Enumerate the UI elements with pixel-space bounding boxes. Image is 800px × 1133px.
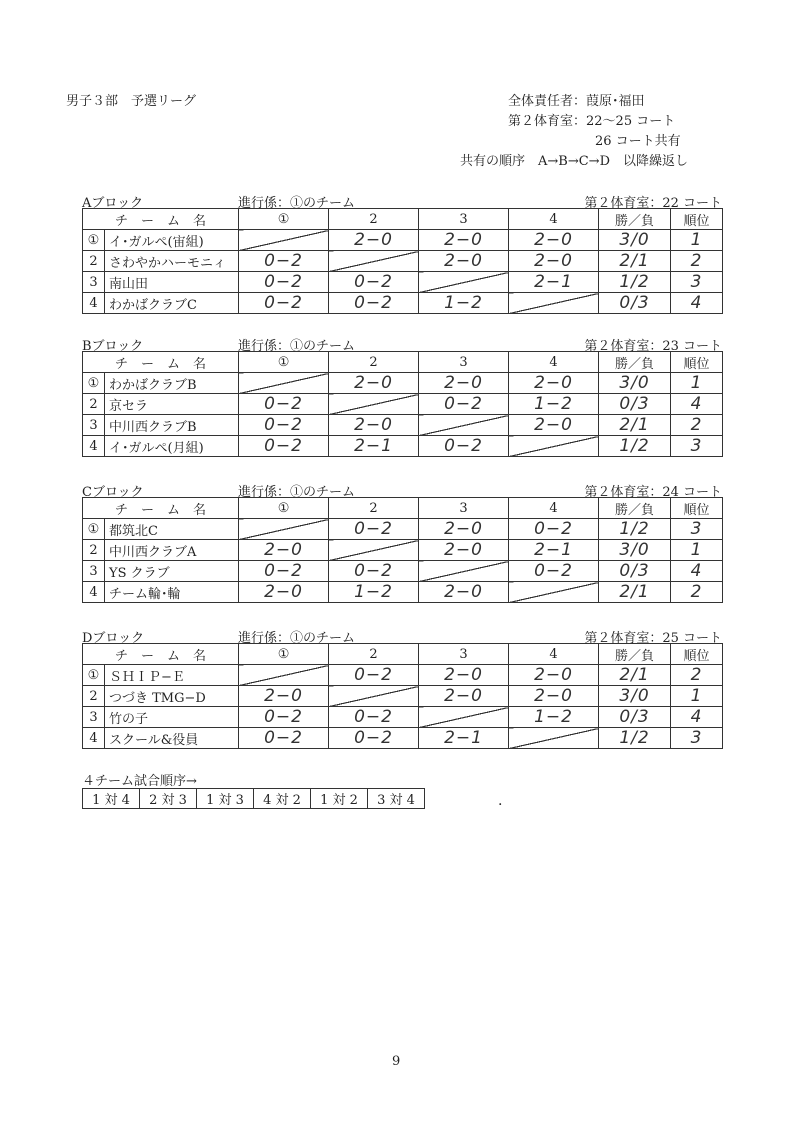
team-name: 竹の子 xyxy=(105,707,239,728)
score-cell: 2−0 xyxy=(419,251,509,272)
team-number: 2 xyxy=(83,394,105,415)
col-3: 3 xyxy=(419,644,509,665)
match-order-item: 4 対 2 xyxy=(254,789,311,809)
score-cell: 2−0 xyxy=(239,540,329,561)
col-1: ① xyxy=(239,498,329,519)
block-progress: 進行係：①のチーム xyxy=(238,196,356,211)
win-loss-cell: 1/2 xyxy=(599,272,671,293)
score-cell xyxy=(419,707,509,728)
rank-cell: 2 xyxy=(671,415,723,436)
match-order-item: 1 対 3 xyxy=(197,789,254,809)
rank-cell: 1 xyxy=(671,686,723,707)
table-row xyxy=(83,582,723,603)
score-cell: 1−2 xyxy=(509,394,599,415)
table-row xyxy=(83,251,723,272)
col-1: ① xyxy=(239,644,329,665)
team-name: 中川西クラブB xyxy=(105,415,239,436)
team-name: イ･ガルペ(月組) xyxy=(105,436,239,457)
score-cell: 0−2 xyxy=(239,272,329,293)
league-table xyxy=(82,497,723,603)
score-cell: 2−1 xyxy=(509,272,599,293)
col-2: 2 xyxy=(329,498,419,519)
shared-court: 26 コート共有 xyxy=(595,134,681,149)
score-cell: 0−2 xyxy=(239,707,329,728)
score-cell: 2−1 xyxy=(329,436,419,457)
team-name: 南山田 xyxy=(105,272,239,293)
table-row xyxy=(83,293,723,314)
rank-cell: 4 xyxy=(671,394,723,415)
score-cell xyxy=(329,394,419,415)
score-cell xyxy=(239,519,329,540)
score-cell: 2−0 xyxy=(239,582,329,603)
col-3: 3 xyxy=(419,352,509,373)
score-cell: 0−2 xyxy=(239,415,329,436)
team-number: 2 xyxy=(83,540,105,561)
score-cell: 2−0 xyxy=(329,415,419,436)
win-loss-cell: 0/3 xyxy=(599,394,671,415)
team-name: さわやかハーモニィ xyxy=(105,251,239,272)
rank-cell: 2 xyxy=(671,582,723,603)
col-rank: 順位 xyxy=(671,644,723,665)
table-row xyxy=(83,686,723,707)
score-cell: 2−0 xyxy=(419,519,509,540)
win-loss-cell: 0/3 xyxy=(599,561,671,582)
score-cell: 2−0 xyxy=(509,686,599,707)
col-rank: 順位 xyxy=(671,352,723,373)
table-row xyxy=(83,728,723,749)
win-loss-cell: 1/2 xyxy=(599,519,671,540)
table-row xyxy=(83,540,723,561)
rank-cell: 1 xyxy=(671,230,723,251)
team-number: 2 xyxy=(83,686,105,707)
team-name: 都筑北C xyxy=(105,519,239,540)
win-loss-cell: 2/1 xyxy=(599,665,671,686)
col-3: 3 xyxy=(419,209,509,230)
col-rank: 順位 xyxy=(671,498,723,519)
col-4: 4 xyxy=(509,209,599,230)
match-order-item: 3 対 4 xyxy=(368,789,425,809)
score-cell: 1−2 xyxy=(329,582,419,603)
score-cell: 0−2 xyxy=(419,436,509,457)
score-cell: 0−2 xyxy=(329,665,419,686)
score-cell: 2−0 xyxy=(509,415,599,436)
rank-cell: 1 xyxy=(671,540,723,561)
win-loss-cell: 2/1 xyxy=(599,415,671,436)
team-name: 中川西クラブA xyxy=(105,540,239,561)
league-table xyxy=(82,643,723,749)
score-cell: 1−2 xyxy=(509,707,599,728)
score-cell xyxy=(509,728,599,749)
col-win-loss: 勝／負 xyxy=(599,644,671,665)
team-number: 3 xyxy=(83,561,105,582)
win-loss-cell: 3/0 xyxy=(599,373,671,394)
match-order-item: 1 対 2 xyxy=(311,789,368,809)
score-cell: 0−2 xyxy=(239,251,329,272)
table-row xyxy=(83,230,723,251)
score-cell: 2−1 xyxy=(419,728,509,749)
score-cell: 0−2 xyxy=(329,293,419,314)
win-loss-cell: 1/2 xyxy=(599,728,671,749)
block-court: 第２体育室：23 コート xyxy=(584,339,722,354)
score-cell: 0−2 xyxy=(239,436,329,457)
table-row xyxy=(83,394,723,415)
table-row xyxy=(83,707,723,728)
block-name: Dブロック xyxy=(82,631,145,646)
block-progress: 進行係：①のチーム xyxy=(238,339,356,354)
rank-cell: 3 xyxy=(671,519,723,540)
score-cell xyxy=(239,373,329,394)
col-2: 2 xyxy=(329,352,419,373)
rank-cell: 2 xyxy=(671,251,723,272)
col-4: 4 xyxy=(509,352,599,373)
block-name: Cブロック xyxy=(82,485,144,500)
score-cell: 0−2 xyxy=(509,519,599,540)
team-number: 2 xyxy=(83,251,105,272)
team-name: スクール&役員 xyxy=(105,728,239,749)
col-1: ① xyxy=(239,209,329,230)
score-cell: 2−1 xyxy=(509,540,599,561)
team-number: 4 xyxy=(83,582,105,603)
score-cell: 0−2 xyxy=(239,293,329,314)
gym-courts: 第２体育室：22～25 コート xyxy=(508,114,676,129)
block-court: 第２体育室：24 コート xyxy=(584,485,722,500)
match-order-label: ４チーム試合順序→ xyxy=(82,774,197,789)
score-cell: 2−0 xyxy=(239,686,329,707)
col-team-name: チ ー ム 名 xyxy=(83,644,239,665)
win-loss-cell: 3/0 xyxy=(599,230,671,251)
score-cell: 0−2 xyxy=(509,561,599,582)
score-cell: 0−2 xyxy=(329,561,419,582)
match-order-table xyxy=(82,788,425,809)
team-number: 3 xyxy=(83,272,105,293)
win-loss-cell: 0/3 xyxy=(599,293,671,314)
table-header-row xyxy=(83,209,723,230)
rank-cell: 4 xyxy=(671,293,723,314)
table-row xyxy=(83,272,723,293)
page-title: 男子３部 予選リーグ xyxy=(66,94,197,109)
score-cell xyxy=(329,686,419,707)
table-header-row xyxy=(83,498,723,519)
score-cell: 2−0 xyxy=(419,230,509,251)
col-1: ① xyxy=(239,352,329,373)
rank-cell: 2 xyxy=(671,665,723,686)
col-2: 2 xyxy=(329,209,419,230)
score-cell: 0−2 xyxy=(239,561,329,582)
table-row xyxy=(83,415,723,436)
rank-cell: 3 xyxy=(671,728,723,749)
win-loss-cell: 3/0 xyxy=(599,686,671,707)
responsible-persons: 全体責任者：葭原･福田 xyxy=(508,94,645,109)
block-progress: 進行係：①のチーム xyxy=(238,631,356,646)
rank-cell: 3 xyxy=(671,272,723,293)
col-2: 2 xyxy=(329,644,419,665)
score-cell: 2−0 xyxy=(509,251,599,272)
team-name: イ･ガルペ(宙組) xyxy=(105,230,239,251)
col-win-loss: 勝／負 xyxy=(599,498,671,519)
score-cell xyxy=(329,251,419,272)
col-win-loss: 勝／負 xyxy=(599,352,671,373)
team-number: ① xyxy=(83,230,105,251)
score-cell xyxy=(329,540,419,561)
block-progress: 進行係：①のチーム xyxy=(238,485,356,500)
score-cell: 2−0 xyxy=(509,665,599,686)
score-cell: 0−2 xyxy=(239,394,329,415)
win-loss-cell: 1/2 xyxy=(599,436,671,457)
table-row xyxy=(83,561,723,582)
score-cell: 2−0 xyxy=(419,373,509,394)
table-row xyxy=(83,373,723,394)
league-table xyxy=(82,351,723,457)
col-team-name: チ ー ム 名 xyxy=(83,352,239,373)
team-name: わかばクラブB xyxy=(105,373,239,394)
team-number: ① xyxy=(83,373,105,394)
match-order-item: 2 対 3 xyxy=(140,789,197,809)
shared-order: 共有の順序 A→B→C→D 以降繰返し xyxy=(460,154,688,169)
col-rank: 順位 xyxy=(671,209,723,230)
rank-cell: 1 xyxy=(671,373,723,394)
score-cell xyxy=(239,230,329,251)
team-number: 4 xyxy=(83,436,105,457)
score-cell: 2−0 xyxy=(419,665,509,686)
team-number: 3 xyxy=(83,415,105,436)
team-number: 3 xyxy=(83,707,105,728)
score-cell: 0−2 xyxy=(419,394,509,415)
score-cell xyxy=(419,272,509,293)
col-team-name: チ ー ム 名 xyxy=(83,209,239,230)
team-name: チーム輪･輪 xyxy=(105,582,239,603)
win-loss-cell: 2/1 xyxy=(599,251,671,272)
score-cell xyxy=(239,665,329,686)
rank-cell: 4 xyxy=(671,561,723,582)
team-name: YS クラブ xyxy=(105,561,239,582)
team-name: 京セラ xyxy=(105,394,239,415)
score-cell xyxy=(419,415,509,436)
score-cell: 2−0 xyxy=(419,540,509,561)
score-cell: 2−0 xyxy=(419,582,509,603)
col-3: 3 xyxy=(419,498,509,519)
score-cell xyxy=(509,582,599,603)
rank-cell: 4 xyxy=(671,707,723,728)
table-row xyxy=(83,519,723,540)
block-court: 第２体育室：22 コート xyxy=(584,196,722,211)
score-cell: 1−2 xyxy=(419,293,509,314)
stray-dot: . xyxy=(498,793,503,809)
team-name: ＳＨＩＰ−Ｅ xyxy=(105,665,239,686)
score-cell: 0−2 xyxy=(329,272,419,293)
score-cell: 2−0 xyxy=(509,373,599,394)
score-cell: 0−2 xyxy=(329,728,419,749)
col-4: 4 xyxy=(509,498,599,519)
team-name: つづき TMG−D xyxy=(105,686,239,707)
col-win-loss: 勝／負 xyxy=(599,209,671,230)
score-cell xyxy=(419,561,509,582)
team-number: ① xyxy=(83,665,105,686)
score-cell: 2−0 xyxy=(419,686,509,707)
table-row xyxy=(83,436,723,457)
rank-cell: 3 xyxy=(671,436,723,457)
score-cell: 0−2 xyxy=(329,519,419,540)
block-court: 第２体育室：25 コート xyxy=(584,631,722,646)
team-number: 4 xyxy=(83,728,105,749)
score-cell: 0−2 xyxy=(329,707,419,728)
score-cell xyxy=(509,293,599,314)
col-4: 4 xyxy=(509,644,599,665)
table-row xyxy=(83,665,723,686)
match-order-item: 1 対 4 xyxy=(83,789,140,809)
page-number: 9 xyxy=(392,1054,401,1069)
table-header-row xyxy=(83,352,723,373)
team-number: ① xyxy=(83,519,105,540)
league-table xyxy=(82,208,723,314)
score-cell: 2−0 xyxy=(329,230,419,251)
block-name: Bブロック xyxy=(82,339,144,354)
score-cell xyxy=(509,436,599,457)
score-cell: 0−2 xyxy=(239,728,329,749)
table-header-row xyxy=(83,644,723,665)
team-number: 4 xyxy=(83,293,105,314)
score-cell: 2−0 xyxy=(509,230,599,251)
win-loss-cell: 0/3 xyxy=(599,707,671,728)
team-name: わかばクラブC xyxy=(105,293,239,314)
win-loss-cell: 3/0 xyxy=(599,540,671,561)
win-loss-cell: 2/1 xyxy=(599,582,671,603)
score-cell: 2−0 xyxy=(329,373,419,394)
col-team-name: チ ー ム 名 xyxy=(83,498,239,519)
block-name: Aブロック xyxy=(82,196,144,211)
